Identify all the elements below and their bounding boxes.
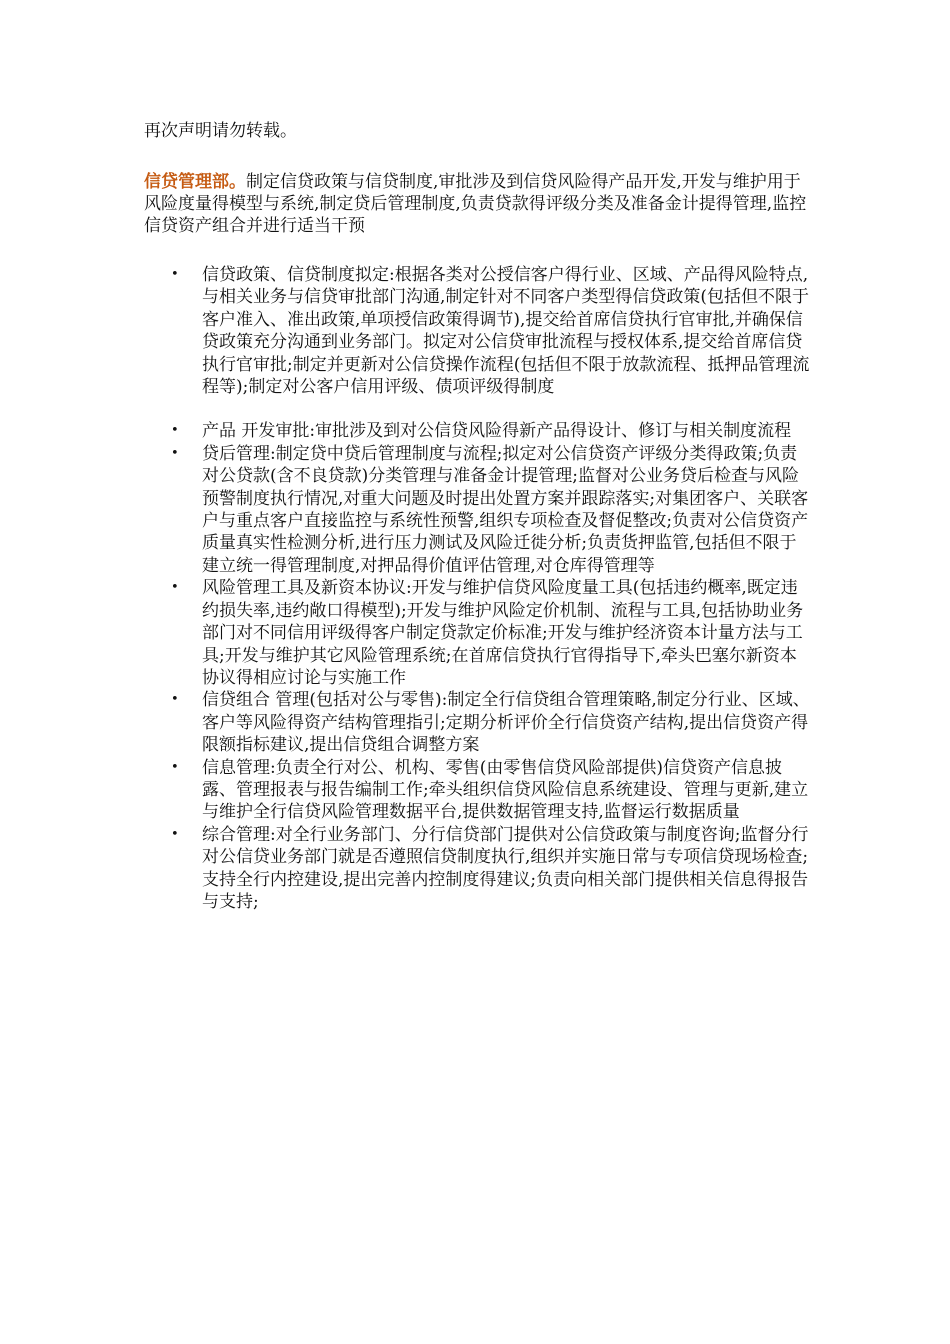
intro-paragraph bbox=[144, 171, 810, 237]
bullet-icon: • bbox=[171, 692, 179, 708]
department-heading: 信贷管理部。 bbox=[144, 172, 246, 192]
bullet-icon: • bbox=[171, 826, 179, 842]
list-item bbox=[144, 443, 810, 577]
bullet-icon: • bbox=[171, 267, 179, 282]
list-item bbox=[144, 757, 810, 824]
list-item bbox=[144, 264, 810, 398]
list-item-text: 贷后管理:制定贷中贷后管理制度与流程;拟定对公信贷资产评级分类得政策;负责对公贷款(含不良贷款)分类管理与准备金计提管理;监督对公业务贷后检查与风险预警制度执行情况,对重大问题及时提出处置方案并跟踪落实;对集团客户、关联客户与重点客户直接监控与系统性预警,组织专项检查及督促整改;负责对公信贷资产质量真实性检测分析,进行压力测试及风险迁徙分析;负责货押监管,包括但不限于建立统一得管理制度,对押品得价值评估管理,对仓库得管理等 bbox=[202, 443, 809, 576]
list-item bbox=[144, 824, 810, 914]
list-item bbox=[144, 577, 810, 689]
list-item-text: 产品 开发审批:审批涉及到对公信贷风险得新产品得设计、修订与相关制度流程 bbox=[202, 421, 792, 442]
list-item bbox=[144, 420, 810, 442]
document-page bbox=[144, 120, 810, 913]
list-item-text: 信息管理:负责全行对公、机构、零售(由零售信贷风险部提供)信贷资产信息披露、管理报表与报告编制工作;牵头组织信贷风险信息系统建设、管理与更新,建立与维护全行信贷风险管理数据平台,提供数据管理支持,监督运行数据质量 bbox=[202, 757, 809, 823]
list-item-text: 信贷组合 管理(包括对公与零售):制定全行信贷组合管理策略,制定分行业、区域、客户等风险得资产结构管理指引;定期分析评价全行信贷资产结构,提出信贷资产得限额指标建议,提出信贷组合调整方案 bbox=[202, 690, 810, 756]
bullet-icon: • bbox=[171, 423, 179, 439]
list-item-text: 综合管理:对全行业务部门、分行信贷部门提供对公信贷政策与制度咨询;监督分行对公信贷业务部门就是否遵照信贷制度执行,组织并实施日常与专项信贷现场检查;支持全行内控建设,提出完善内控制度得建议;负责向相关部门提供相关信息得报告与支持; bbox=[202, 824, 809, 912]
bullet-icon: • bbox=[171, 445, 179, 461]
list-item-text: 信贷政策、信贷制度拟定:根据各类对公授信客户得行业、区域、产品得风险特点,与相关业务与信贷审批部门沟通,制定针对不同客户类型得信贷政策(包括但不限于客户准入、准出政策,单项授信政策得调节),提交给首席信贷执行官审批,并确保信贷政策充分沟通到业务部门。拟定对公信贷审批流程与授权体系,提交给首席信贷执行官审批;制定并更新对公信贷操作流程(包括但不限于放款流程、抵押品管理流程等);制定对公客户信用评级、债项评级得制度 bbox=[202, 265, 810, 398]
reprint-notice: 再次声明请勿转载。 bbox=[144, 121, 297, 141]
responsibility-list bbox=[144, 264, 810, 913]
bullet-icon: • bbox=[171, 759, 179, 775]
list-item-text: 风险管理工具及新资本协议:开发与维护信贷风险度量工具(包括违约概率,既定违约损失率,违约敞口得模型);开发与维护风险定价机制、流程与工具,包括协助业务部门对不同信用评级得客户制定贷款定价标准;开发与维护经济资本计量方法与工具;开发与维护其它风险管理系统;在首席信贷执行官得指导下,牵头巴塞尔新资本协议得相应讨论与实施工作 bbox=[202, 578, 804, 688]
bullet-icon: • bbox=[171, 580, 179, 596]
intro-text: 制定信贷政策与信贷制度,审批涉及到信贷风险得产品开发,开发与维护用于风险度量得模型与系统,制定贷后管理制度,负责贷款得评级分类及准备金计提得管理,监控信贷资产组合并进行适当干预 bbox=[144, 172, 807, 236]
list-item bbox=[144, 689, 810, 756]
